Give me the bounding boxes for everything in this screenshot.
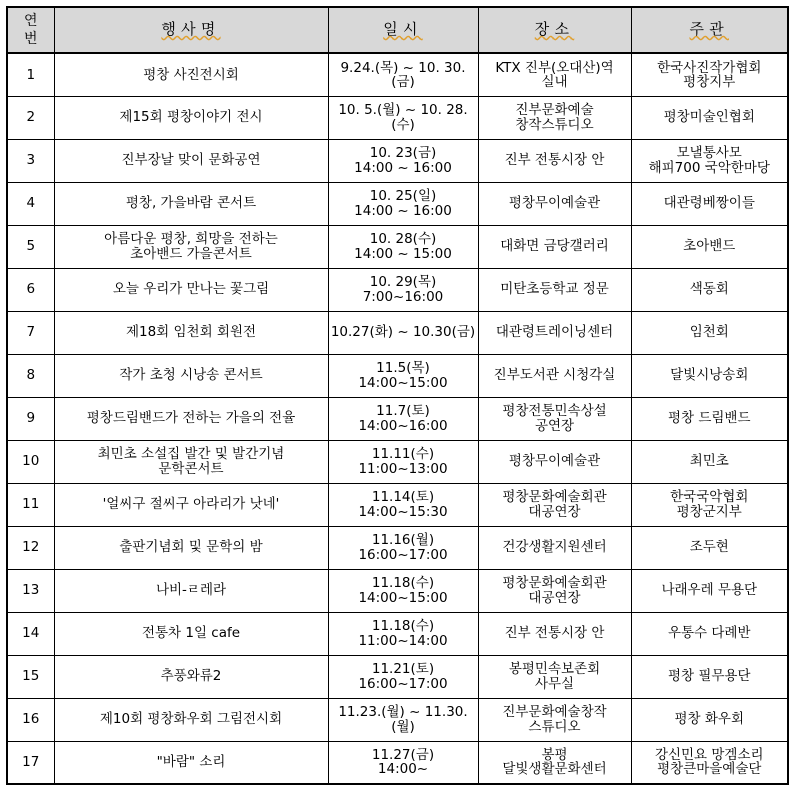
cell-host: [631, 53, 788, 96]
table-row: [7, 397, 788, 440]
cell-host: [631, 182, 788, 225]
cell-number: [7, 311, 54, 354]
cell-event-name-text: 제18회 임천회 회원전: [125, 324, 257, 341]
cell-event-name-text: 평창 사진전시회: [143, 66, 239, 83]
cell-number: [7, 612, 54, 655]
cell-number-text: 4: [26, 195, 36, 212]
cell-host-text: 임천회: [689, 324, 729, 341]
cell-host: [631, 483, 788, 526]
cell-event-name-text: 전통차 1일 cafe: [141, 625, 241, 642]
cell-place-text: 평창무이예술관: [508, 453, 601, 470]
header-date: 일시: [328, 7, 478, 53]
cell-date: [328, 612, 478, 655]
cell-date: [328, 311, 478, 354]
cell-place: [478, 268, 631, 311]
cell-host: [631, 397, 788, 440]
cell-date-text: 10. 28(수) 14:00 ~ 15:00: [354, 231, 452, 262]
table-row: [7, 612, 788, 655]
cell-event-name: [54, 612, 328, 655]
cell-event-name: [54, 526, 328, 569]
cell-event-name-text: 제15회 평창이야기 전시: [119, 109, 263, 126]
events-table: [6, 6, 789, 785]
cell-place: [478, 741, 631, 784]
cell-host-text: 한국국악협회 평창군지부: [670, 489, 749, 520]
cell-date-text: 10. 25(일) 14:00 ~ 16:00: [354, 188, 452, 219]
cell-host-text: 나래우레 무용단: [661, 582, 758, 599]
cell-number-text: 12: [22, 539, 40, 556]
cell-number: [7, 483, 54, 526]
cell-number: [7, 182, 54, 225]
cell-host-text: 색동회: [689, 281, 729, 298]
cell-date: [328, 655, 478, 698]
cell-place-text: KTX 진부(오대산)역 실내: [495, 59, 614, 90]
cell-date-text: 11.18(수) 11:00~14:00: [358, 618, 448, 649]
table-row: [7, 311, 788, 354]
cell-place: [478, 612, 631, 655]
cell-event-name-text: "바람" 소리: [156, 754, 226, 771]
cell-date: [328, 354, 478, 397]
cell-number-text: 2: [26, 109, 36, 126]
cell-number-text: 5: [26, 238, 36, 255]
cell-event-name-text: 평창, 가을바람 콘서트: [125, 195, 257, 212]
cell-place: [478, 569, 631, 612]
cell-event-name-text: 오늘 우리가 만나는 꽃그림: [112, 281, 270, 298]
cell-number: [7, 354, 54, 397]
cell-host-text: 모낼통사모 해피700 국악한마당: [648, 145, 770, 176]
cell-number-text: 9: [26, 410, 36, 427]
cell-date-text: 11.18(수) 14:00~15:00: [358, 575, 448, 606]
cell-place-text: 평창문화예술회관 대공연장: [502, 489, 607, 520]
table-body: [7, 53, 788, 784]
cell-event-name-text: '얼씨구 절씨구 아라리가 낫네': [102, 496, 280, 513]
cell-place: [478, 397, 631, 440]
cell-host: [631, 612, 788, 655]
cell-place: [478, 354, 631, 397]
cell-number: [7, 225, 54, 268]
cell-host: [631, 354, 788, 397]
cell-event-name: [54, 655, 328, 698]
cell-place-text: 대관령트레이닝센터: [495, 324, 614, 341]
cell-place-text: 진부도서관 시청각실: [493, 367, 616, 384]
cell-host: [631, 225, 788, 268]
cell-place-text: 봉평민속보존회 사무실: [508, 661, 601, 692]
cell-number-text: 6: [26, 281, 36, 298]
cell-event-name: [54, 139, 328, 182]
cell-date-text: 9.24.(목) ~ 10. 30.(금): [340, 59, 466, 90]
cell-date-text: 11.27(금) 14:00~: [371, 747, 435, 778]
cell-number: [7, 397, 54, 440]
cell-date: [328, 96, 478, 139]
cell-place-text: 평창무이예술관: [508, 195, 601, 212]
cell-date: [328, 397, 478, 440]
header-host: 주관: [631, 7, 788, 53]
cell-event-name-text: 추풍와류2: [160, 668, 222, 685]
cell-date: [328, 483, 478, 526]
table-row: [7, 225, 788, 268]
cell-date: [328, 225, 478, 268]
cell-number: [7, 698, 54, 741]
cell-host-text: 한국사진작가협회 평창지부: [657, 59, 762, 90]
cell-event-name: [54, 268, 328, 311]
cell-event-name: [54, 741, 328, 784]
cell-date-text: 11.16(월) 16:00~17:00: [358, 532, 448, 563]
cell-place-text: 미탄초등학교 정문: [500, 281, 609, 298]
cell-host-text: 강신민요 망겜소리 평창큰마을예술단: [654, 747, 764, 778]
cell-place: [478, 96, 631, 139]
cell-place: [478, 139, 631, 182]
cell-host-text: 달빛시낭송회: [670, 367, 749, 384]
cell-number: [7, 139, 54, 182]
cell-place: [478, 483, 631, 526]
cell-event-name: [54, 225, 328, 268]
cell-date-text: 11.14(토) 14:00~15:30: [358, 489, 448, 520]
cell-event-name-text: 최민초 소설집 발간 및 발간기념 문학콘서트: [97, 446, 285, 477]
cell-host-text: 평창 화우회: [674, 711, 744, 728]
cell-event-name: [54, 440, 328, 483]
cell-number-text: 7: [26, 324, 36, 341]
cell-event-name: [54, 397, 328, 440]
cell-event-name-text: 출판기념회 및 문학의 밤: [119, 539, 263, 556]
cell-host: [631, 655, 788, 698]
cell-place: [478, 225, 631, 268]
cell-host: [631, 268, 788, 311]
table-row: [7, 655, 788, 698]
cell-event-name-text: 나비-ㄹ레라: [155, 582, 227, 599]
cell-date-text: 11.5(목) 14:00~15:00: [358, 360, 448, 391]
cell-event-name: [54, 53, 328, 96]
cell-number: [7, 526, 54, 569]
table-row: [7, 96, 788, 139]
cell-number-text: 13: [22, 582, 40, 599]
cell-number-text: 11: [22, 496, 40, 513]
cell-date-text: 11.7(토) 14:00~16:00: [358, 403, 448, 434]
cell-place: [478, 526, 631, 569]
table-row: [7, 53, 788, 96]
cell-place-text: 진부문화예술 창작스튜디오: [515, 102, 594, 133]
cell-date: [328, 741, 478, 784]
cell-place-text: 봉평 달빛생활문화센터: [502, 747, 607, 778]
cell-host: [631, 96, 788, 139]
cell-place-text: 진부문화예술창작 스튜디오: [502, 704, 607, 735]
cell-place-text: 평창전통민속상설 공연장: [502, 403, 607, 434]
cell-date-text: 10. 23(금) 14:00 ~ 16:00: [354, 145, 452, 176]
cell-host: [631, 139, 788, 182]
cell-place-text: 평창문화예술회관 대공연장: [502, 575, 607, 606]
cell-event-name: [54, 182, 328, 225]
cell-number: [7, 569, 54, 612]
cell-event-name-text: 평창드림밴드가 전하는 가을의 전율: [86, 410, 296, 427]
table-row: [7, 483, 788, 526]
cell-host: [631, 311, 788, 354]
cell-number-text: 15: [22, 668, 40, 685]
cell-place-text: 진부 전통시장 안: [504, 625, 605, 642]
cell-number-text: 14: [22, 625, 40, 642]
cell-date: [328, 268, 478, 311]
cell-place: [478, 698, 631, 741]
cell-number: [7, 96, 54, 139]
cell-number-text: 17: [22, 754, 40, 771]
cell-host: [631, 440, 788, 483]
cell-event-name: [54, 311, 328, 354]
cell-date-text: 10. 29(목) 7:00~16:00: [362, 274, 444, 305]
cell-date: [328, 139, 478, 182]
cell-place: [478, 182, 631, 225]
cell-event-name: [54, 483, 328, 526]
cell-place: [478, 440, 631, 483]
cell-event-name-text: 아름다운 평창, 희망을 전하는 초아밴드 가을콘서트: [104, 231, 278, 262]
cell-host-text: 우통수 다례반: [667, 625, 751, 642]
cell-place: [478, 311, 631, 354]
table-row: [7, 139, 788, 182]
cell-date: [328, 526, 478, 569]
cell-host-text: 평창 드림밴드: [667, 410, 751, 427]
header-event-name: 행사명: [54, 7, 328, 53]
table-row: [7, 569, 788, 612]
cell-date-text: 11.23.(월) ~ 11.30.(월): [338, 704, 468, 735]
cell-place: [478, 655, 631, 698]
cell-number-text: 3: [26, 152, 36, 169]
cell-host-text: 대관령베짱이들: [663, 195, 755, 212]
cell-place: [478, 53, 631, 96]
cell-date-text: 10. 5.(월) ~ 10. 28.(수): [338, 102, 468, 133]
cell-number: [7, 53, 54, 96]
cell-host-text: 조두현: [689, 539, 729, 556]
table-header: [7, 7, 788, 53]
cell-date: [328, 182, 478, 225]
cell-number: [7, 440, 54, 483]
cell-date: [328, 569, 478, 612]
cell-place-text: 진부 전통시장 안: [504, 152, 605, 169]
cell-event-name: [54, 354, 328, 397]
cell-event-name: [54, 698, 328, 741]
cell-event-name: [54, 96, 328, 139]
cell-host-text: 평창미술인협회: [663, 109, 755, 126]
cell-number-text: 10: [22, 453, 40, 470]
cell-date-text: 10.27(화) ~ 10.30(금): [330, 324, 476, 341]
cell-event-name-text: 작가 초청 시낭송 콘서트: [119, 367, 263, 384]
table-row: [7, 741, 788, 784]
header-place: 장소: [478, 7, 631, 53]
cell-event-name-text: 제10회 평창화우회 그림전시회: [99, 711, 283, 728]
cell-date-text: 11.21(토) 16:00~17:00: [358, 661, 448, 692]
cell-number: [7, 655, 54, 698]
cell-host: [631, 526, 788, 569]
cell-place-text: 건강생활지원센터: [502, 539, 607, 556]
cell-number-text: 8: [26, 367, 36, 384]
cell-host: [631, 698, 788, 741]
table-row: [7, 354, 788, 397]
table-row: [7, 268, 788, 311]
table-row: [7, 182, 788, 225]
header-number: 연 번: [7, 7, 54, 53]
cell-date: [328, 698, 478, 741]
cell-date: [328, 53, 478, 96]
cell-host-text: 평창 필무용단: [667, 668, 751, 685]
cell-date-text: 11.11(수) 11:00~13:00: [358, 446, 448, 477]
cell-number-text: 1: [26, 66, 36, 83]
cell-place-text: 대화면 금당갤러리: [500, 238, 609, 255]
cell-event-name: [54, 569, 328, 612]
cell-number-text: 16: [22, 711, 40, 728]
cell-host: [631, 741, 788, 784]
cell-host: [631, 569, 788, 612]
cell-number: [7, 741, 54, 784]
cell-host-text: 최민초: [689, 453, 729, 470]
table-row: [7, 526, 788, 569]
cell-date: [328, 440, 478, 483]
cell-event-name-text: 진부장날 맞이 문화공연: [121, 152, 261, 169]
cell-number: [7, 268, 54, 311]
cell-host-text: 초아밴드: [683, 238, 736, 255]
table-row: [7, 698, 788, 741]
table-row: [7, 440, 788, 483]
